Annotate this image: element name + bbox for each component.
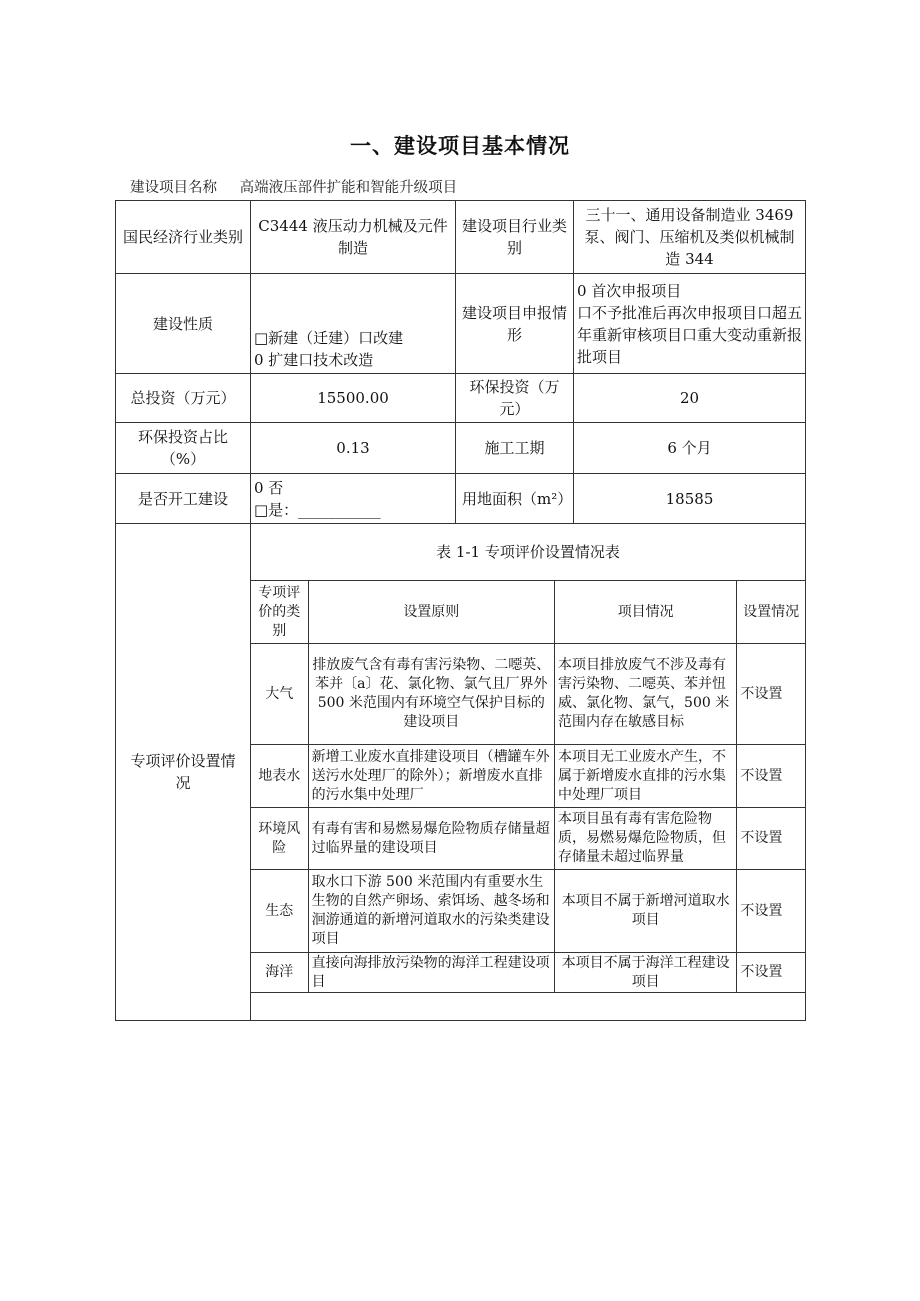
- row-setting: 不设置: [737, 953, 805, 993]
- header-situation: 项目情况: [555, 581, 737, 644]
- row-principle: 排放废气含有毒有害污染物、二噁英、苯并〔a〕花、氯化物、氯气且厂界外 500 米范围内有环境空气保护目标的建设项目: [308, 644, 554, 745]
- row-setting: 不设置: [737, 644, 805, 745]
- row-principle: 有毒有害和易燃易爆危险物质存储量超过临界量的建设项目: [308, 808, 554, 870]
- row-category: 生态: [251, 870, 308, 953]
- row-setting: 不设置: [737, 870, 805, 953]
- ratio-label: 环保投资占比（%）: [116, 423, 251, 474]
- project-industry-value: 三十一、通用设备制造业 3469 泵、阀门、压缩机及类似机械制造 344: [574, 201, 806, 274]
- env-invest-label: 环保投资（万元）: [456, 374, 574, 423]
- special-table: [251, 580, 805, 993]
- declare-line-2: 口不予批准后再次申报项目口超五年重新审核项目口重大变动重新报批项目: [577, 303, 803, 366]
- row-special: [116, 524, 806, 1021]
- ratio-value: 0.13: [251, 423, 456, 474]
- table-row: [251, 745, 805, 808]
- row-principle: 直接向海排放污染物的海洋工程建设项目: [308, 953, 554, 993]
- declare-label: 建设项目申报情形: [456, 274, 574, 374]
- row-category: 环境风险: [251, 808, 308, 870]
- table-row: [251, 808, 805, 870]
- started-options: [251, 474, 456, 524]
- row-situation: 本项目无工业废水产生，不属于新增废水直排的污水集中处理厂项目: [555, 745, 737, 808]
- special-cell: [251, 524, 806, 1021]
- area-value: 18585: [574, 474, 806, 524]
- row-nature: [116, 274, 806, 374]
- table-row: [251, 644, 805, 745]
- row-ratio: [116, 423, 806, 474]
- row-category: 地表水: [251, 745, 308, 808]
- declare-line-1: 0 首次申报项目: [577, 281, 682, 300]
- header-principle: 设置原则: [308, 581, 554, 644]
- industry-label: 国民经济行业类别: [116, 201, 251, 274]
- row-category: 大气: [251, 644, 308, 745]
- row-category: 海洋: [251, 953, 308, 993]
- project-name-line: [130, 176, 457, 197]
- started-line-1: 0 否: [254, 478, 284, 497]
- period-label: 施工工期: [456, 423, 574, 474]
- declare-options: [574, 274, 806, 374]
- nature-line-1: □新建（迁建）口改建: [254, 329, 404, 347]
- special-header-row: [251, 581, 805, 644]
- env-invest-value: 20: [574, 374, 806, 423]
- nature-label: 建设性质: [116, 274, 251, 374]
- page-title: 一、建设项目基本情况: [350, 134, 570, 158]
- header-setting: 设置情况: [737, 581, 805, 644]
- area-label: 用地面积（m²）: [456, 474, 574, 524]
- row-setting: 不设置: [737, 745, 805, 808]
- table-row: [251, 870, 805, 953]
- row-started: [116, 474, 806, 524]
- basic-info-table: [115, 200, 806, 1021]
- row-situation: 本项目虽有毒有害危险物质，易燃易爆危险物质，但存储量未超过临界量: [555, 808, 737, 870]
- invest-label: 总投资（万元）: [116, 374, 251, 423]
- row-industry: [116, 201, 806, 274]
- industry-value: C3444 液压动力机械及元件制造: [251, 201, 456, 274]
- nature-line-2: 0 扩建口技术改造: [254, 351, 374, 369]
- project-name-label: 建设项目名称: [130, 180, 217, 196]
- invest-value: 15500.00: [251, 374, 456, 423]
- row-situation: 本项目不属于海洋工程建设项目: [555, 953, 737, 993]
- started-label: 是否开工建设: [116, 474, 251, 524]
- project-name-value: 高端液压部件扩能和智能升级项目: [239, 180, 458, 196]
- nature-options: [251, 274, 456, 374]
- row-setting: 不设置: [737, 808, 805, 870]
- row-principle: 取水口下游 500 米范围内有重要水生生物的自然产卵场、索饵场、越冬场和洄游通道的新增河道取水的污染类建设项目: [308, 870, 554, 953]
- special-table-title: 表 1-1 专项评价设置情况表: [436, 543, 620, 561]
- special-table-tail: [251, 993, 805, 1020]
- period-value: 6 个月: [574, 423, 806, 474]
- table-row: [251, 953, 805, 993]
- row-situation: 本项目不属于新增河道取水项目: [555, 870, 737, 953]
- row-principle: 新增工业废水直排建设项目（槽罐车外送污水处理厂的除外）；新增废水直排的污水集中处理厂: [308, 745, 554, 808]
- header-category: 专项评价的类别: [251, 581, 308, 644]
- special-label: 专项评价设置情况: [116, 524, 251, 1021]
- row-situation: 本项目排放废气不涉及毒有害污染物、二噁英、苯并忸威、氯化物、氯气，500 米范围内存在敏感目标: [555, 644, 737, 745]
- row-investment: [116, 374, 806, 423]
- project-industry-label: 建设项目行业类别: [456, 201, 574, 274]
- started-line-2: □是：___________: [254, 500, 381, 519]
